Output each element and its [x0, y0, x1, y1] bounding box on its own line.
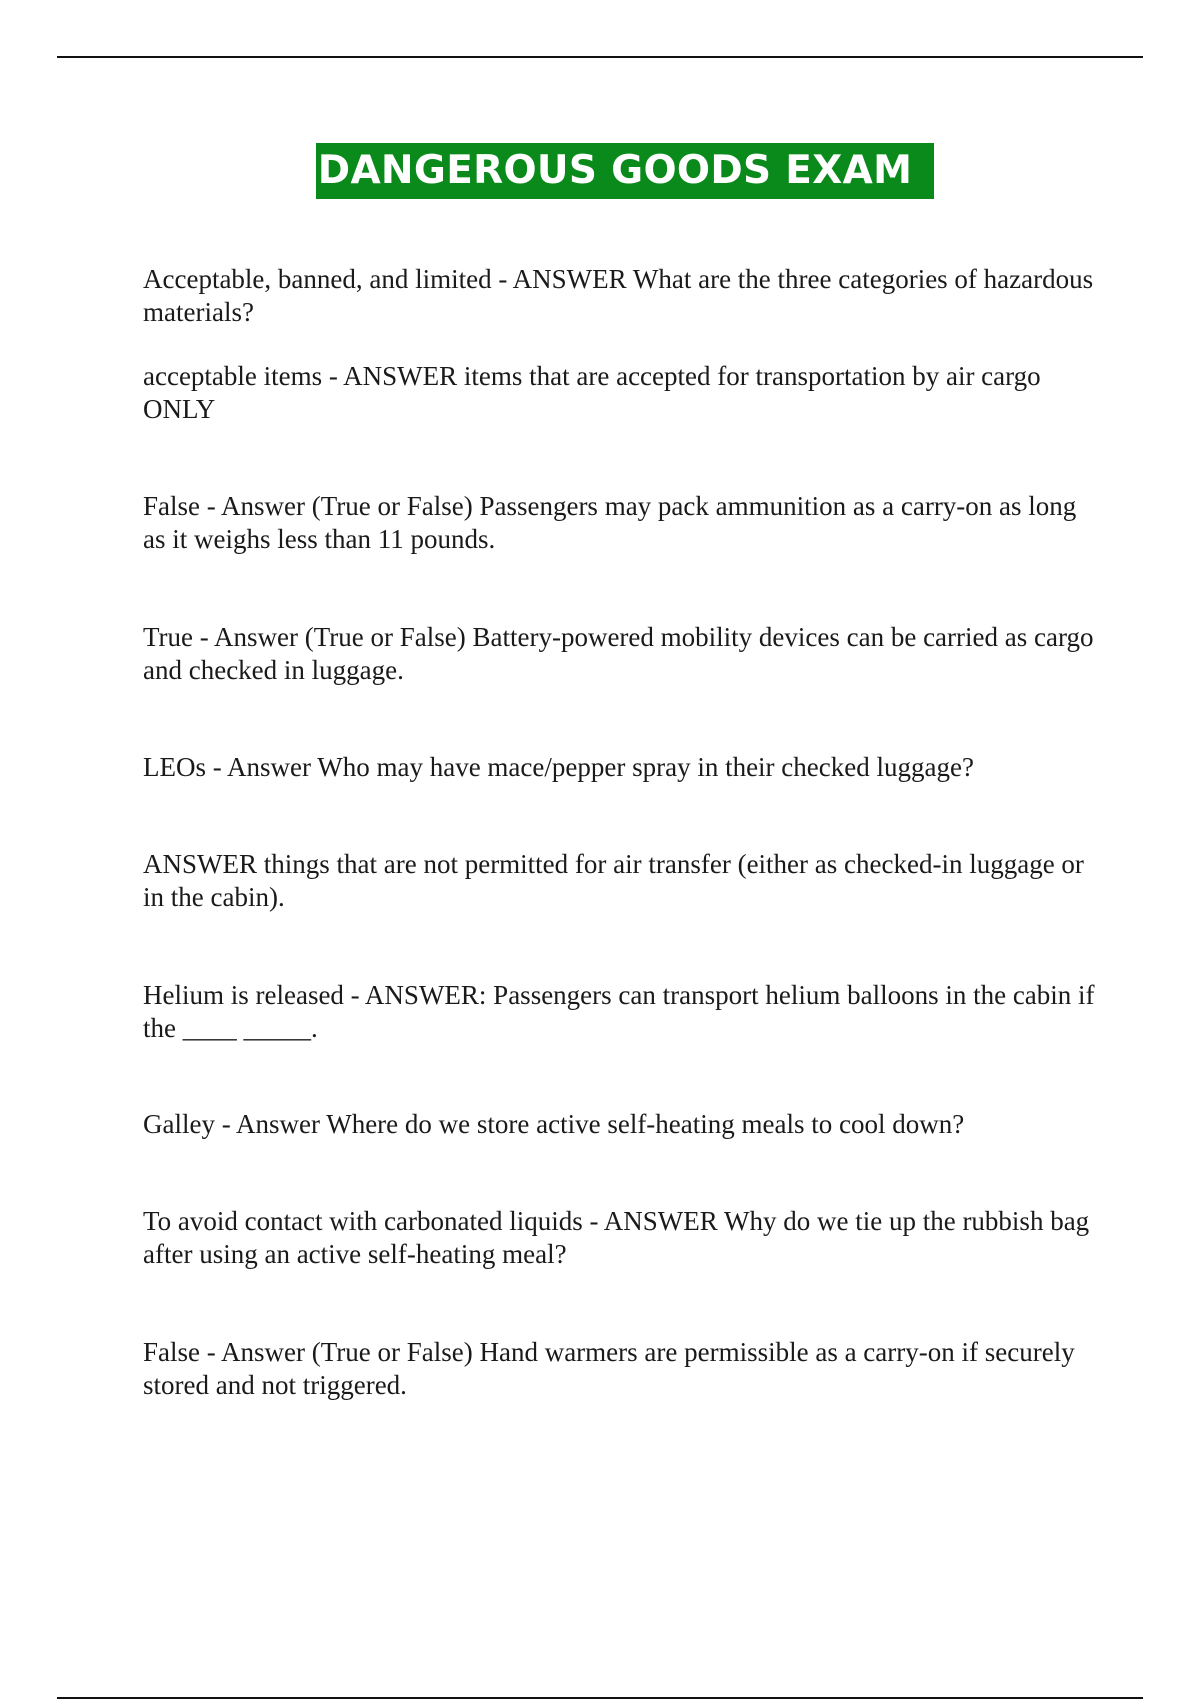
- qa-item-8: Galley - Answer Where do we store active self-heating meals to cool down?: [143, 1109, 965, 1139]
- qa-item-2: acceptable items - ANSWER items that are accepted for transportation by air cargo ONLY: [143, 361, 1041, 424]
- bottom-rule: [57, 1697, 1143, 1699]
- qa-item-10: False - Answer (True or False) Hand warmers are permissible as a carry-on if securely stored and not triggered.: [143, 1337, 1075, 1400]
- top-rule: [57, 56, 1143, 58]
- qa-item-3: False - Answer (True or False) Passengers may pack ammunition as a carry-on as long as it weighs less than 11 pounds.: [143, 491, 1077, 554]
- qa-item-9: To avoid contact with carbonated liquids - ANSWER Why do we tie up the rubbish bag after using an active self-heating meal?: [143, 1206, 1090, 1269]
- page-title: DANGEROUS GOODS EXAM: [316, 143, 934, 199]
- qa-item-1: Acceptable, banned, and limited - ANSWER What are the three categories of hazardous materials?: [143, 264, 1094, 327]
- qa-item-6: ANSWER things that are not permitted for air transfer (either as checked-in luggage or in the cabin).: [143, 849, 1084, 912]
- qa-item-5: LEOs - Answer Who may have mace/pepper spray in their checked luggage?: [143, 752, 974, 782]
- qa-item-7: Helium is released - ANSWER: Passengers can transport helium balloons in the cabin if the ____ _____.: [143, 980, 1095, 1043]
- title-container: [0, 143, 1200, 199]
- qa-item-4: True - Answer (True or False) Battery-powered mobility devices can be carried as cargo and checked in luggage.: [143, 622, 1094, 685]
